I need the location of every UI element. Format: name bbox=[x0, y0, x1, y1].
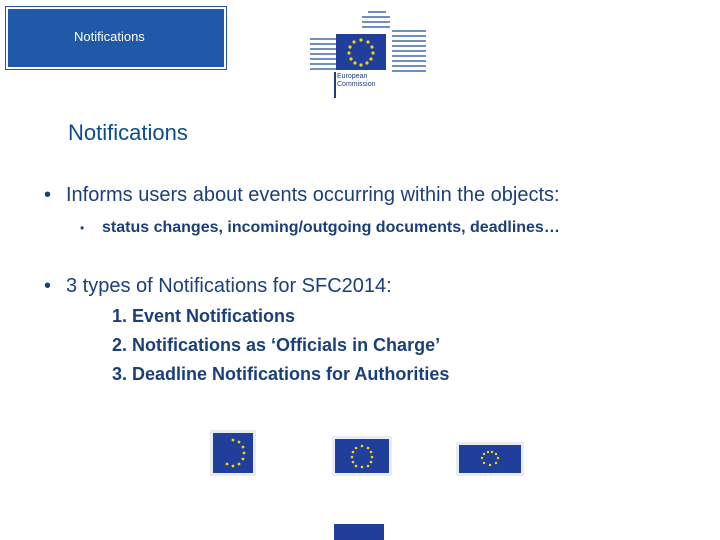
bullet-2 bbox=[44, 274, 392, 298]
sub-bullet bbox=[80, 218, 560, 238]
eu-flag-image-3 bbox=[456, 442, 524, 481]
bullet-dot: • bbox=[44, 275, 52, 297]
numbered-item-3: 3. Deadline Notifications for Authorities bbox=[112, 364, 450, 384]
bullet-2-text: 3 types of Notifications for SFC2014: bbox=[66, 275, 392, 297]
bullet-dot: • bbox=[44, 184, 52, 206]
numbered-item-2: 2. Notifications as ‘Officials in Charge’ bbox=[112, 335, 441, 355]
bullet-1-text: Informs users about events occurring within the objects: bbox=[66, 184, 560, 206]
sub-bullet-text: status changes, incoming/outgoing documents, deadlines… bbox=[102, 219, 560, 236]
slide-title: Notifications bbox=[68, 120, 188, 145]
eu-flag-image-1 bbox=[210, 430, 256, 481]
eu-flag-image-2 bbox=[332, 436, 392, 481]
logo-text-line1: European bbox=[337, 73, 368, 80]
bottom-flag-tab bbox=[334, 524, 384, 540]
bullet-1 bbox=[44, 183, 560, 207]
logo-text-line2: Commission bbox=[337, 81, 376, 88]
numbered-item-1: 1. Event Notifications bbox=[112, 306, 296, 326]
european-commission-logo bbox=[306, 10, 430, 102]
sub-bullet-dot: • bbox=[80, 221, 85, 235]
header-title: Notifications bbox=[74, 29, 145, 44]
